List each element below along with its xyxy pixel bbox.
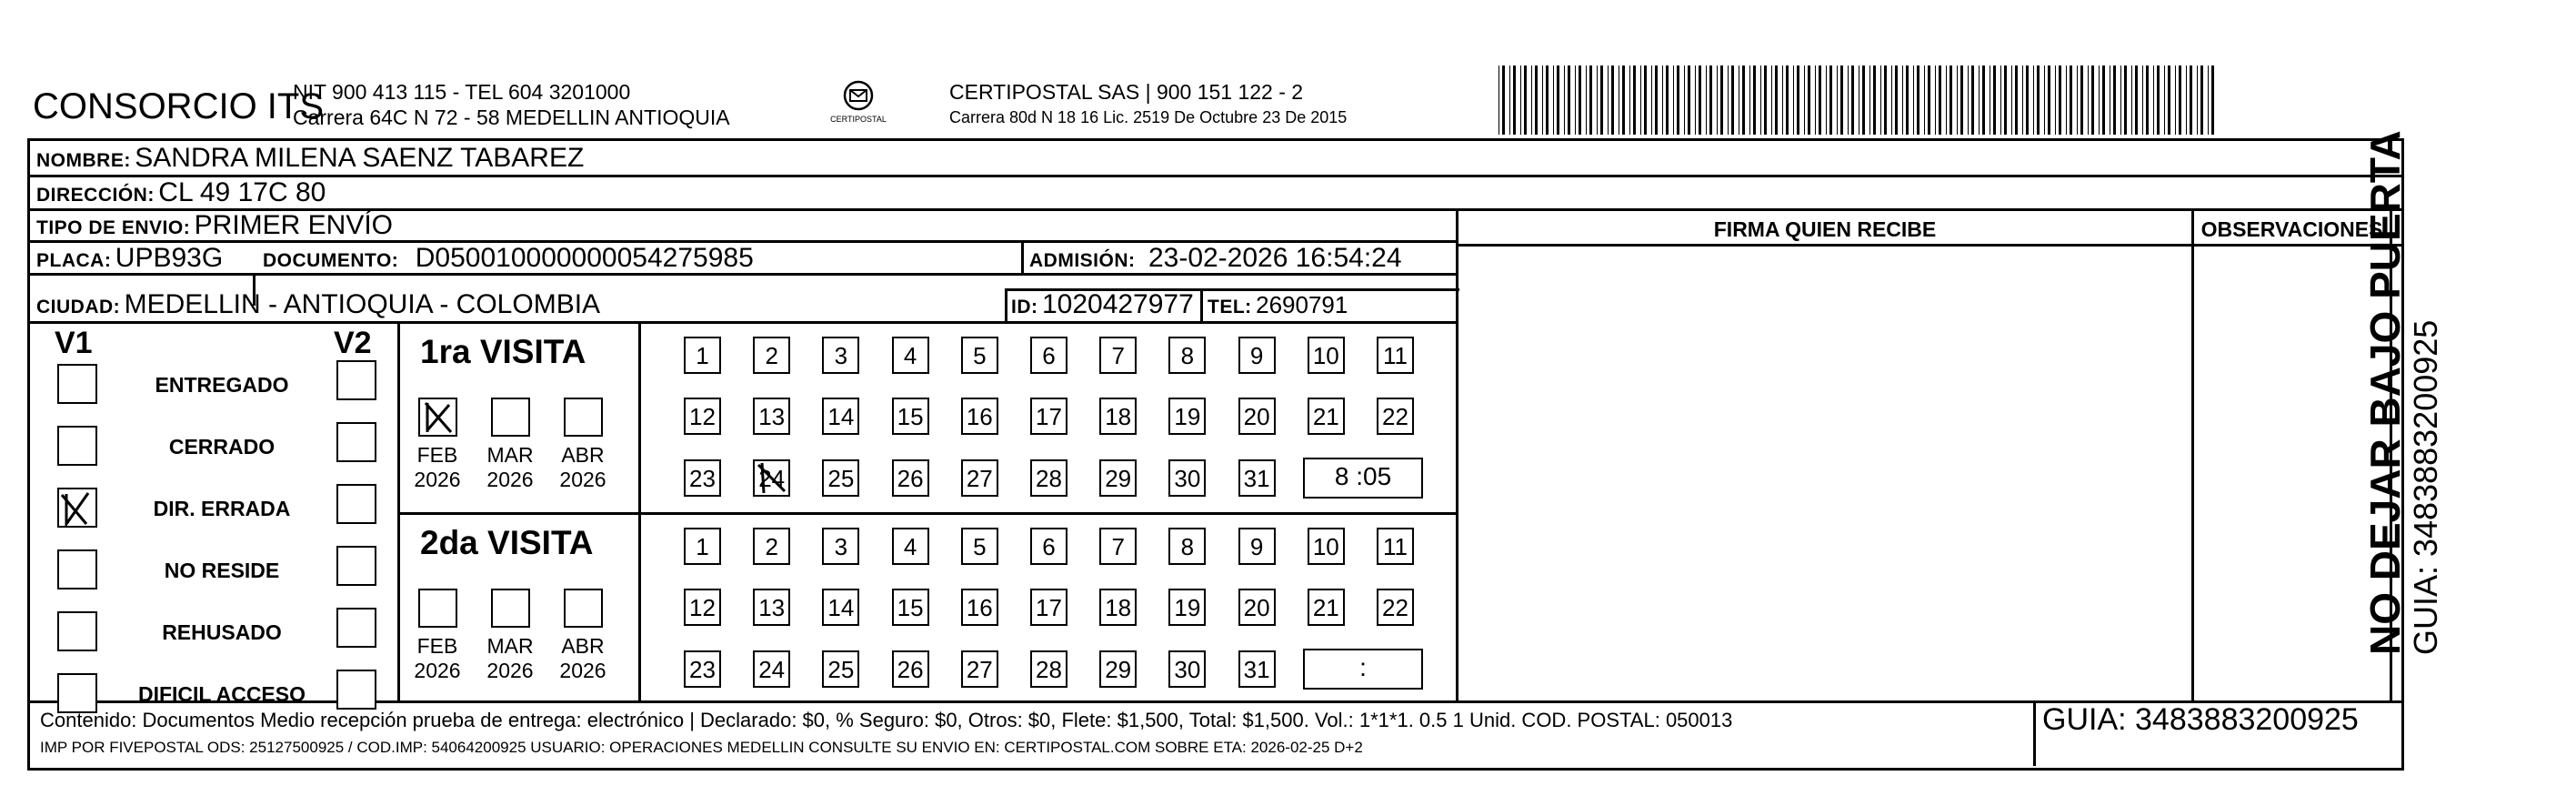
month-year: 2026 — [559, 468, 606, 491]
day-box[interactable]: 18 — [1099, 589, 1137, 626]
side-guia: GUIA: 3483883200925 — [2407, 319, 2444, 655]
day-box[interactable]: 16 — [961, 589, 998, 626]
admision-field — [1029, 243, 1402, 274]
nombre-label: NOMBRE: — [36, 150, 131, 171]
day-number: 24 — [758, 465, 786, 492]
month-label — [406, 443, 469, 492]
placa-value: UPB93G — [115, 243, 224, 273]
status-label: DIR. ERRADA — [153, 497, 291, 520]
ciudad-value: MEDELLIN - ANTIOQUIA - COLOMBIA — [124, 289, 601, 319]
company-contact — [293, 79, 730, 130]
day-box[interactable]: 15 — [892, 589, 929, 626]
v1-checkbox[interactable] — [57, 549, 97, 589]
day-box[interactable]: 7 — [1099, 528, 1137, 565]
day-box[interactable]: 2 — [753, 528, 790, 565]
day-box[interactable] — [753, 459, 790, 497]
day-box[interactable]: 26 — [892, 650, 929, 688]
direccion-value: CL 49 17C 80 — [158, 177, 326, 207]
v2-checkbox[interactable] — [336, 670, 376, 710]
day-box[interactable]: 14 — [822, 589, 859, 626]
day-box[interactable]: 8 — [1168, 528, 1206, 565]
v1-checkbox[interactable] — [57, 673, 97, 713]
day-box[interactable]: 5 — [961, 337, 998, 374]
day-box[interactable]: 5 — [961, 528, 998, 565]
day-box[interactable]: 4 — [892, 337, 929, 374]
day-box[interactable]: 6 — [1030, 528, 1067, 565]
month-label — [478, 443, 542, 492]
nombre-field — [36, 143, 584, 174]
day-box[interactable]: 12 — [684, 398, 721, 435]
no-dejar-text: NO DEJAR BAJO PUERTA — [2361, 130, 2409, 655]
v1-checkbox[interactable] — [57, 426, 97, 466]
day-box[interactable]: 1 — [684, 337, 721, 374]
barcode — [1498, 65, 2219, 135]
tel-value: 2690791 — [1256, 291, 1348, 318]
documento-value: D050010000000054275985 — [415, 243, 754, 273]
v2-checkbox[interactable] — [336, 484, 376, 524]
direccion-field — [36, 177, 326, 208]
day-box[interactable]: 26 — [892, 459, 929, 497]
tipo-envio-value: PRIMER ENVÍO — [194, 210, 394, 240]
month-name: ABR — [561, 443, 605, 467]
nombre-value: SANDRA MILENA SAENZ TABAREZ — [135, 143, 585, 173]
time-box[interactable]: : — [1303, 649, 1423, 690]
day-box[interactable]: 21 — [1308, 589, 1345, 626]
company-name: CONSORCIO ITS — [33, 86, 325, 126]
day-box[interactable]: 9 — [1238, 337, 1276, 374]
month-year: 2026 — [486, 659, 534, 682]
day-box[interactable]: 10 — [1308, 337, 1345, 374]
day-box[interactable]: 11 — [1377, 528, 1414, 565]
day-box[interactable]: 27 — [961, 459, 998, 497]
month-year: 2026 — [414, 659, 461, 682]
month-checkbox[interactable] — [564, 589, 603, 628]
day-box[interactable]: 8 — [1168, 337, 1206, 374]
tel-label: TEL: — [1208, 297, 1252, 317]
day-box[interactable]: 12 — [684, 589, 721, 626]
day-box[interactable]: 15 — [892, 398, 929, 435]
day-box[interactable]: 30 — [1168, 650, 1206, 688]
day-box[interactable]: 19 — [1168, 398, 1206, 435]
day-box[interactable]: 29 — [1099, 459, 1137, 497]
time-box[interactable]: 8 :05 — [1303, 458, 1423, 499]
day-box[interactable]: 17 — [1030, 589, 1067, 626]
day-box[interactable]: 18 — [1099, 398, 1137, 435]
day-box[interactable]: 6 — [1030, 337, 1067, 374]
id-field — [1011, 289, 1194, 320]
day-box[interactable]: 4 — [892, 528, 929, 565]
ciudad-field — [36, 289, 600, 320]
tel-field — [1208, 291, 1348, 319]
observaciones-header: OBSERVACIONES — [2200, 217, 2383, 241]
day-box[interactable]: 10 — [1308, 528, 1345, 565]
day-box[interactable]: 27 — [961, 650, 998, 688]
day-box[interactable]: 3 — [822, 337, 859, 374]
documento-label: DOCUMENTO: — [263, 250, 399, 271]
v2-checkbox[interactable] — [336, 546, 376, 586]
certi-address: Carrera 80d N 18 16 Lic. 2519 De Octubre 23 De 2015 — [949, 108, 1348, 126]
v1-header: V1 — [55, 326, 93, 360]
month-checkbox[interactable] — [491, 398, 530, 437]
v2-header: V2 — [334, 326, 372, 360]
day-box[interactable]: 9 — [1238, 528, 1276, 565]
day-box[interactable]: 20 — [1238, 398, 1276, 435]
signature-area[interactable] — [1458, 247, 2191, 700]
day-box[interactable]: 25 — [822, 459, 859, 497]
company-address: Carrera 64C N 72 - 58 MEDELLIN ANTIOQUIA — [293, 106, 730, 129]
observaciones-area[interactable] — [2194, 247, 2390, 700]
placa-label: PLACA: — [36, 250, 112, 271]
documento-field — [263, 243, 754, 274]
day-box[interactable]: 1 — [684, 528, 721, 565]
status-label: ENTREGADO — [155, 373, 289, 397]
logo-wordmark: CERTIPOSTAL — [830, 115, 887, 124]
day-box[interactable]: 30 — [1168, 459, 1206, 497]
placa-field — [36, 243, 223, 274]
month-name: MAR — [486, 443, 534, 467]
day-box[interactable]: 13 — [753, 589, 790, 626]
day-box[interactable]: 19 — [1168, 589, 1206, 626]
certipostal-info — [949, 79, 1347, 130]
day-box[interactable]: 29 — [1099, 650, 1137, 688]
ciudad-label: CIUDAD: — [36, 297, 121, 317]
month-label — [551, 443, 615, 492]
day-box[interactable]: 16 — [961, 398, 998, 435]
day-box[interactable]: 28 — [1030, 650, 1067, 688]
day-box[interactable]: 21 — [1308, 398, 1345, 435]
day-box[interactable]: 31 — [1238, 650, 1276, 688]
month-name: ABR — [561, 634, 605, 658]
day-box[interactable]: 3 — [822, 528, 859, 565]
day-box[interactable]: 2 — [753, 337, 790, 374]
nit-line: NIT 900 413 115 - TEL 604 3201000 — [293, 80, 631, 104]
contenido-text: Contenido: Documentos Medio recepción prueba de entrega: electrónico | Declarado: $0, % Seguro: $0, Otros: $0, Flete: $1,500, Total: $1,500. Vol.: 1*1*1. 0.5 1 Unid. COD. POSTAL: 050013 — [40, 709, 1733, 731]
handwritten-check-icon — [59, 489, 95, 526]
guia-number: GUIA: 3483883200925 — [2042, 702, 2359, 737]
month-checkbox[interactable] — [418, 398, 457, 437]
tipo-envio-label: TIPO DE ENVIO: — [36, 217, 191, 238]
visit-title: 1ra VISITA — [420, 333, 586, 370]
month-name: FEB — [416, 634, 458, 658]
day-box[interactable]: 14 — [822, 398, 859, 435]
day-box[interactable]: 25 — [822, 650, 859, 688]
month-checkbox[interactable] — [491, 589, 530, 628]
month-year: 2026 — [559, 659, 606, 682]
firma-header: FIRMA QUIEN RECIBE — [1713, 217, 1937, 241]
day-box[interactable]: 17 — [1030, 398, 1067, 435]
side-notice — [2362, 130, 2444, 655]
month-checkbox[interactable] — [564, 398, 603, 437]
status-label: NO RESIDE — [164, 559, 280, 582]
admision-value: 23-02-2026 16:54:24 — [1148, 243, 1402, 273]
month-year: 2026 — [414, 468, 461, 491]
imp-text: IMP POR FIVEPOSTAL ODS: 25127500925 / COD.IMP: 54064200925 USUARIO: OPERACIONES MEDELLIN CONSULTE SU ENVIO EN: CERTIPOSTAL.COM SOBRE ETA: 2026-02-25 D+2 — [40, 739, 1363, 756]
month-label — [478, 634, 542, 683]
direccion-label: DIRECCIÓN: — [36, 185, 155, 206]
tipo-envio-field — [36, 210, 393, 241]
id-label: ID: — [1011, 297, 1038, 317]
visit-title: 2da VISITA — [420, 524, 594, 561]
certipostal-logo — [818, 78, 898, 127]
day-box[interactable]: 23 — [684, 459, 721, 497]
v1-checkbox[interactable] — [57, 488, 97, 528]
month-label — [551, 634, 615, 683]
day-box[interactable]: 24 — [753, 650, 790, 688]
day-box[interactable]: 20 — [1238, 589, 1276, 626]
status-label: DIFICIL ACCESO — [137, 682, 306, 706]
certi-line: CERTIPOSTAL SAS | 900 151 122 - 2 — [949, 80, 1304, 104]
month-name: FEB — [416, 443, 458, 467]
status-label: REHUSADO — [162, 620, 282, 644]
month-year: 2026 — [486, 468, 534, 491]
month-checkbox[interactable] — [418, 589, 457, 628]
day-box[interactable]: 28 — [1030, 459, 1067, 497]
v2-checkbox[interactable] — [336, 422, 376, 462]
v2-checkbox[interactable] — [336, 608, 376, 648]
day-box[interactable]: 23 — [684, 650, 721, 688]
handwritten-x-icon — [755, 461, 788, 495]
day-box[interactable]: 13 — [753, 398, 790, 435]
id-value: 1020427977 — [1041, 289, 1194, 319]
v1-checkbox[interactable] — [57, 364, 97, 404]
handwritten-x-icon — [420, 399, 456, 435]
envelope-icon — [818, 78, 898, 115]
day-box[interactable]: 31 — [1238, 459, 1276, 497]
day-box[interactable]: 22 — [1377, 398, 1414, 435]
status-label: CERRADO — [168, 435, 276, 458]
day-box[interactable]: 22 — [1377, 589, 1414, 626]
month-label — [406, 634, 469, 683]
admision-label: ADMISIÓN: — [1029, 250, 1136, 271]
day-box[interactable]: 7 — [1099, 337, 1137, 374]
day-box[interactable]: 11 — [1377, 337, 1414, 374]
v2-checkbox[interactable] — [336, 360, 376, 400]
v1-checkbox[interactable] — [57, 611, 97, 651]
month-name: MAR — [486, 634, 534, 658]
